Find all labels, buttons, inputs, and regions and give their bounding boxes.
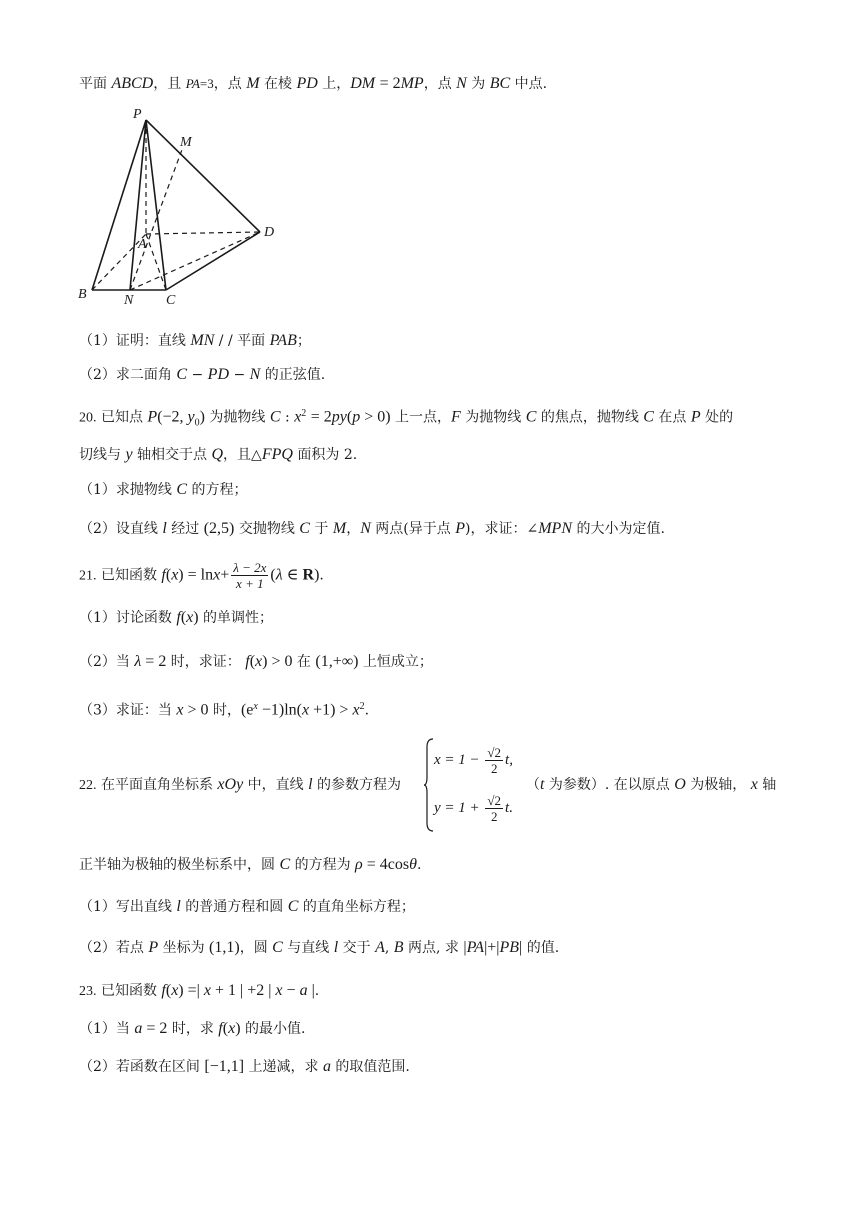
q21-part-2: （2）当 λ = 2 时，求证： f(x) > 0 在 (1,+∞) 上恒成立； [79, 653, 433, 670]
q19-continuation-text: 平面 ABCD，且 PA=3，点 M 在棱 PD 上，DM = 2MP，点 N 为 BC 中点. [79, 75, 548, 92]
figure-label-P: P [133, 107, 142, 122]
q23-stem: 23. 已知函数 f(x) =| x + 1 | +2 | x − a |. [79, 982, 320, 999]
q20-number: 20. [79, 410, 97, 426]
figure-label-C: C [166, 293, 176, 308]
figure-label-N: N [124, 293, 134, 308]
q22-number: 22. [79, 778, 97, 793]
q22-parametric-system [424, 737, 524, 833]
q19-part-1: （1）证明：直线 MN / / 平面 PAB； [79, 332, 311, 349]
pyramid-figure [70, 102, 290, 312]
q20-stem-line1: 20. 已知点 P(−2, $y_0$) 为抛物线 C : $x^2 = 2py(p > 0)$ 上一点，F 为抛物线 C 的焦点，抛物线 C 在点 P 处的 [79, 408, 734, 429]
q22-stem-after: （t 为参数）. 在以原点 O 为极轴， x 轴 [526, 776, 777, 793]
brace-icon [424, 737, 434, 833]
q23-number: 23. [79, 984, 97, 999]
q22-stem-before: 22. 在平面直角坐标系 xOy 中，直线 l 的参数方程为 [79, 776, 401, 793]
q19-part-2: （2）求二面角 C − PD − N 的正弦值. [79, 366, 326, 383]
figure-label-D: D [264, 225, 275, 240]
q20-part-2: （2）设直线 l 经过 (2,5) 交抛物线 C 于 M，N 两点(异于点 P)，求证：∠MPN 的大小为定值. [79, 520, 665, 537]
q22-part-2: （2）若点 P 坐标为 (1,1)，圆 C 与直线 l 交于 A, B 两点, 求 |PA|+|PB| 的值. [79, 939, 560, 956]
q22-stem-line2: 正半轴为极轴的极坐标系中，圆 C 的方程为 ρ = 4cosθ. [79, 856, 422, 873]
q23-part-1: （1）当 a = 2 时，求 f(x) 的最小值. [79, 1020, 306, 1037]
q20-part-1: （1）求抛物线 C 的方程； [79, 481, 248, 498]
figure-label-A: A [138, 237, 147, 252]
q23-part-2: （2）若函数在区间 [−1,1] 上递减，求 a 的取值范围. [79, 1058, 410, 1075]
q21-part-3: （3）求证：当 x > 0 时，$(e^x -1)\ln(x +1) > x^2$. [79, 701, 370, 719]
q21-number: 21. [79, 568, 97, 584]
figure-label-M: M [180, 135, 192, 150]
q22-eq-x: x = 1 − $\frac{√2}{2}$ t, [434, 745, 513, 776]
q22-eq-y: y = 1 + $\frac{√2}{2}$ t. [434, 793, 513, 824]
q21-stem: 21. 已知函数 f(x) = lnx+ $\frac{\lambda - 2x}{x + 1}$ (λ ∈ R). [79, 560, 324, 591]
q20-stem-line2: 切线与 y 轴相交于点 Q，且△FPQ 面积为 2. [79, 446, 358, 463]
q22-part-1: （1）写出直线 l 的普通方程和圆 C 的直角坐标方程； [79, 898, 415, 915]
figure-label-B: B [78, 287, 87, 302]
q21-part-1: （1）讨论函数 f(x) 的单调性； [79, 609, 274, 626]
